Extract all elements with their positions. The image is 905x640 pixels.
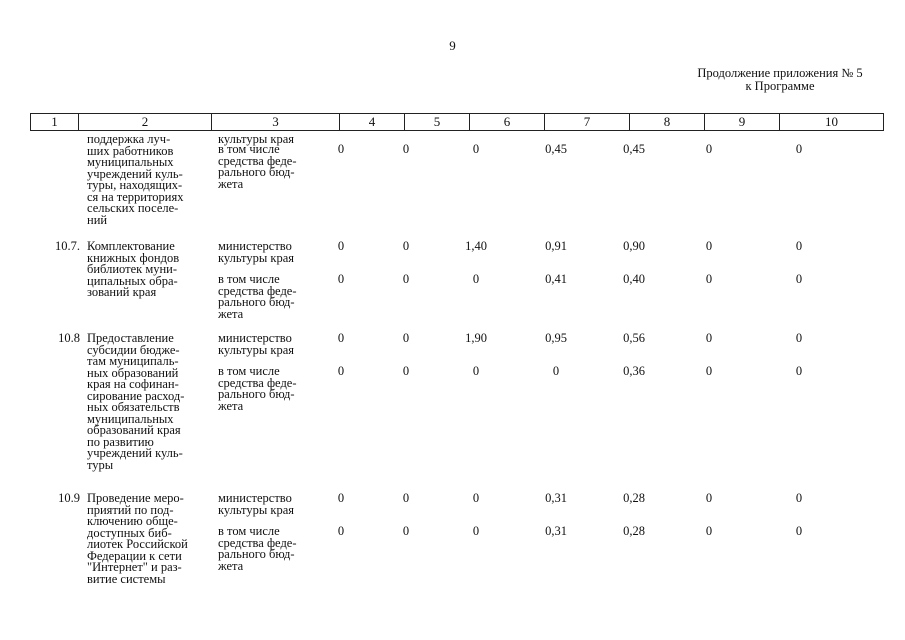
item-title-line: приятий по под- bbox=[87, 502, 174, 517]
appendix-line: к Программе bbox=[745, 79, 815, 93]
value-cell: 0 bbox=[705, 239, 713, 253]
value-cell: 0 bbox=[472, 272, 480, 286]
value-cell: 0,28 bbox=[623, 491, 645, 505]
value-cell: 0 bbox=[337, 272, 345, 286]
value-cell: 0 bbox=[705, 524, 713, 538]
column-header: 1 bbox=[31, 114, 79, 131]
column-header: 2 bbox=[79, 114, 212, 131]
value-cell: 0,45 bbox=[545, 142, 567, 156]
funding-source-line: культуры края bbox=[218, 250, 295, 265]
funding-source-line: рального бюд- bbox=[218, 387, 295, 401]
funding-source-line: жета bbox=[218, 558, 244, 573]
value-cell: 0,36 bbox=[623, 364, 645, 378]
item-title-line: образований края bbox=[87, 423, 181, 437]
funding-source-block bbox=[218, 144, 333, 190]
item-title-line: "Интернет" и раз- bbox=[87, 560, 182, 574]
item-title-line: ных обязательств bbox=[87, 400, 180, 414]
value-cell: 0 bbox=[337, 524, 345, 538]
item-title-line: лиотек Российской bbox=[87, 537, 188, 551]
item-title-line: сирование расход- bbox=[87, 388, 185, 403]
funding-source-line: в том числе bbox=[218, 524, 280, 538]
value-cell: 0,90 bbox=[623, 239, 645, 253]
value-cell: 0 bbox=[705, 142, 713, 156]
item-title-line: зований края bbox=[87, 285, 157, 299]
value-cell: 0,95 bbox=[545, 331, 567, 345]
column-header: 5 bbox=[405, 114, 470, 131]
item-number: 10.9 bbox=[58, 491, 80, 505]
item-title-line: муниципальных bbox=[87, 411, 174, 426]
funding-source-line: культуры края bbox=[218, 342, 295, 357]
value-cell: 0 bbox=[795, 491, 803, 505]
funding-source-block bbox=[218, 241, 333, 264]
value-cell: 0,45 bbox=[623, 142, 645, 156]
page-number: 9 bbox=[449, 38, 456, 53]
column-header: 6 bbox=[470, 114, 545, 131]
item-title-line: Комплектование bbox=[87, 239, 175, 253]
item-title-line: Проведение меро- bbox=[87, 491, 184, 505]
value-cell: 0 bbox=[337, 331, 345, 345]
funding-source-line: средства феде- bbox=[218, 283, 297, 298]
value-cell: 0 bbox=[402, 142, 410, 156]
funding-source-line: жета bbox=[218, 306, 244, 321]
item-title-line: Федерации к сети bbox=[87, 548, 182, 563]
column-header-table bbox=[30, 113, 884, 131]
value-cell: 1,40 bbox=[465, 239, 487, 253]
value-cell: 0 bbox=[795, 239, 803, 253]
funding-source-line: в том числе bbox=[218, 272, 280, 286]
value-cell: 0 bbox=[552, 364, 560, 378]
funding-source-line: культуры края bbox=[218, 502, 295, 517]
funding-source-line: министерство bbox=[218, 491, 292, 505]
funding-source-line: рального бюд- bbox=[218, 165, 295, 179]
item-title-line: поддержка луч- bbox=[87, 132, 171, 146]
funding-source-line: жета bbox=[218, 398, 244, 413]
value-cell: 0 bbox=[337, 491, 345, 505]
item-number: 10.7. bbox=[55, 239, 80, 253]
value-cell: 0 bbox=[472, 491, 480, 505]
value-cell: 0 bbox=[402, 524, 410, 538]
value-cell: 0 bbox=[402, 272, 410, 286]
funding-source-block bbox=[218, 333, 333, 356]
item-title-line: сельских поселе- bbox=[87, 201, 179, 215]
funding-source-line: средства феде- bbox=[218, 535, 297, 550]
funding-source-line: министерство bbox=[218, 239, 292, 253]
value-cell: 0 bbox=[337, 142, 345, 156]
value-cell: 0,31 bbox=[545, 524, 567, 538]
item-title-line: там муниципаль- bbox=[87, 354, 179, 368]
item-title-line: ся на территориях bbox=[87, 189, 184, 204]
funding-source-line: средства феде- bbox=[218, 375, 297, 390]
column-header: 8 bbox=[630, 114, 705, 131]
item-title-line: ципальных обра- bbox=[87, 273, 178, 288]
item-title-line: учреждений куль- bbox=[87, 166, 183, 181]
value-cell: 0 bbox=[402, 331, 410, 345]
item-title-line: муниципальных bbox=[87, 155, 174, 169]
funding-source-line: жета bbox=[218, 176, 244, 191]
column-header: 3 bbox=[212, 114, 340, 131]
column-header: 4 bbox=[340, 114, 405, 131]
item-title-line: туры, находящих- bbox=[87, 178, 183, 192]
column-header-row bbox=[31, 114, 884, 131]
value-cell: 0 bbox=[337, 239, 345, 253]
item-title-line: по развитию bbox=[87, 434, 154, 449]
item-title-line: ших работников bbox=[87, 143, 174, 158]
item-title-line: учреждений куль- bbox=[87, 446, 183, 460]
funding-source-block bbox=[218, 493, 333, 516]
value-cell: 0 bbox=[402, 491, 410, 505]
item-title-line: туры bbox=[87, 457, 114, 472]
value-cell: 0 bbox=[472, 364, 480, 378]
value-cell: 0 bbox=[402, 364, 410, 378]
item-title-line: Предоставление bbox=[87, 331, 174, 345]
value-cell: 0,31 bbox=[545, 491, 567, 505]
item-title-line: книжных фондов bbox=[87, 250, 180, 265]
value-cell: 0,28 bbox=[623, 524, 645, 538]
value-cell: 0 bbox=[705, 364, 713, 378]
item-title-line: доступных биб- bbox=[87, 525, 172, 540]
column-header: 10 bbox=[780, 114, 884, 131]
value-cell: 0 bbox=[472, 524, 480, 538]
funding-source-line: средства феде- bbox=[218, 153, 297, 168]
column-header: 7 bbox=[545, 114, 630, 131]
funding-source-line: рального бюд- bbox=[218, 295, 295, 309]
value-cell: 0 bbox=[795, 364, 803, 378]
item-title-line: ключению обще- bbox=[87, 514, 178, 528]
funding-source-line: в том числе bbox=[218, 142, 280, 156]
value-cell: 0,56 bbox=[623, 331, 645, 345]
funding-source-line: культуры края bbox=[218, 132, 295, 146]
item-title-line: витие системы bbox=[87, 571, 166, 586]
item-title-line: субсидии бюдже- bbox=[87, 342, 180, 357]
column-header: 9 bbox=[705, 114, 780, 131]
value-cell: 0 bbox=[337, 364, 345, 378]
value-cell: 0 bbox=[705, 331, 713, 345]
value-cell: 0 bbox=[402, 239, 410, 253]
funding-source-line: министерство bbox=[218, 331, 292, 345]
item-title-line: библиотек муни- bbox=[87, 262, 178, 276]
value-cell: 0 bbox=[472, 142, 480, 156]
item-title-line: ных образований bbox=[87, 365, 179, 380]
appendix-line: Продолжение приложения № 5 bbox=[697, 66, 863, 80]
item-title bbox=[87, 241, 217, 299]
funding-source-block bbox=[218, 274, 333, 320]
value-cell: 0 bbox=[705, 491, 713, 505]
funding-source-block bbox=[218, 526, 333, 572]
item-title bbox=[87, 134, 217, 226]
funding-source-line: рального бюд- bbox=[218, 547, 295, 561]
item-title bbox=[87, 493, 217, 585]
item-title-line: края на софинан- bbox=[87, 377, 179, 391]
value-cell: 0,40 bbox=[623, 272, 645, 286]
appendix-caption bbox=[680, 67, 880, 93]
value-cell: 0,41 bbox=[545, 272, 567, 286]
funding-source-block bbox=[218, 366, 333, 412]
value-cell: 0 bbox=[795, 331, 803, 345]
value-cell: 0,91 bbox=[545, 239, 567, 253]
value-cell: 0 bbox=[795, 142, 803, 156]
item-number: 10.8 bbox=[58, 331, 80, 345]
funding-source-line: в том числе bbox=[218, 364, 280, 378]
value-cell: 0 bbox=[705, 272, 713, 286]
value-cell: 0 bbox=[795, 272, 803, 286]
item-title-line: ний bbox=[87, 212, 108, 227]
value-cell: 1,90 bbox=[465, 331, 487, 345]
value-cell: 0 bbox=[795, 524, 803, 538]
item-title bbox=[87, 333, 217, 471]
